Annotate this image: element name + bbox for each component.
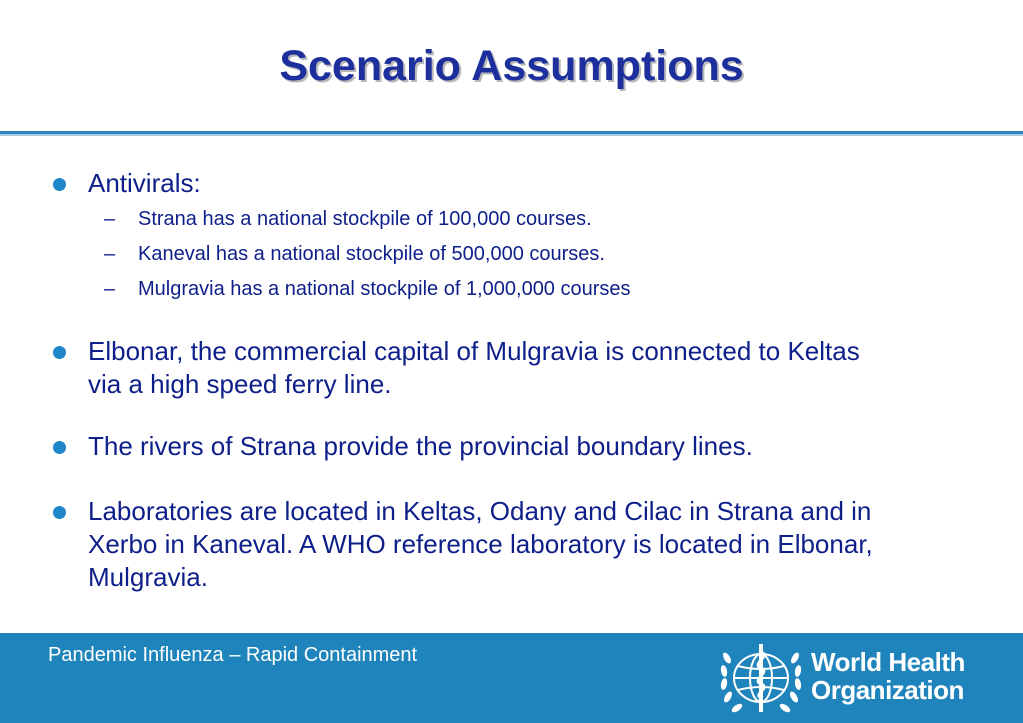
- slide-title: Scenario Assumptions: [279, 42, 744, 90]
- footer-bar: [0, 633, 1023, 723]
- bullet-laboratories: [88, 495, 873, 594]
- bullet-dot: [53, 506, 66, 519]
- bullet-line: Mulgravia.: [88, 562, 208, 592]
- bullet-rivers: [88, 430, 753, 463]
- who-wordmark-line2: Organization: [811, 675, 964, 705]
- bullet-text: Antivirals:: [88, 168, 201, 198]
- bullet-dot: [53, 178, 66, 191]
- sub-item-text: Mulgravia has a national stockpile of 1,000,000 courses: [138, 278, 631, 300]
- sub-item-kaneval: [104, 241, 605, 267]
- bullet-line: Xerbo in Kaneval. A WHO reference laboratory is located in Elbonar,: [88, 529, 873, 559]
- bullet-dot: [53, 346, 66, 359]
- who-emblem-icon: [719, 638, 803, 718]
- title-divider-light: [0, 134, 1023, 136]
- dash-marker: –: [104, 208, 116, 230]
- dash-marker: –: [104, 278, 116, 300]
- sub-item-mulgravia: [104, 276, 631, 302]
- bullet-line: Elbonar, the commercial capital of Mulgravia is connected to Keltas: [88, 336, 860, 366]
- bullet-antivirals: [88, 167, 201, 200]
- bullet-elbonar: [88, 335, 860, 401]
- sub-item-strana: [104, 206, 592, 232]
- who-wordmark-line1: World Health: [811, 647, 965, 677]
- bullet-dot: [53, 441, 66, 454]
- footer-title: Pandemic Influenza – Rapid Containment: [48, 644, 418, 666]
- bullet-line: The rivers of Strana provide the provincial boundary lines.: [88, 431, 753, 461]
- sub-item-text: Kaneval has a national stockpile of 500,000 courses.: [138, 243, 605, 265]
- bullet-line: Laboratories are located in Keltas, Odany and Cilac in Strana and in: [88, 496, 872, 526]
- dash-marker: –: [104, 243, 116, 265]
- bullet-line: via a high speed ferry line.: [88, 369, 392, 399]
- who-wordmark: [811, 648, 965, 704]
- sub-item-text: Strana has a national stockpile of 100,000 courses.: [138, 208, 592, 230]
